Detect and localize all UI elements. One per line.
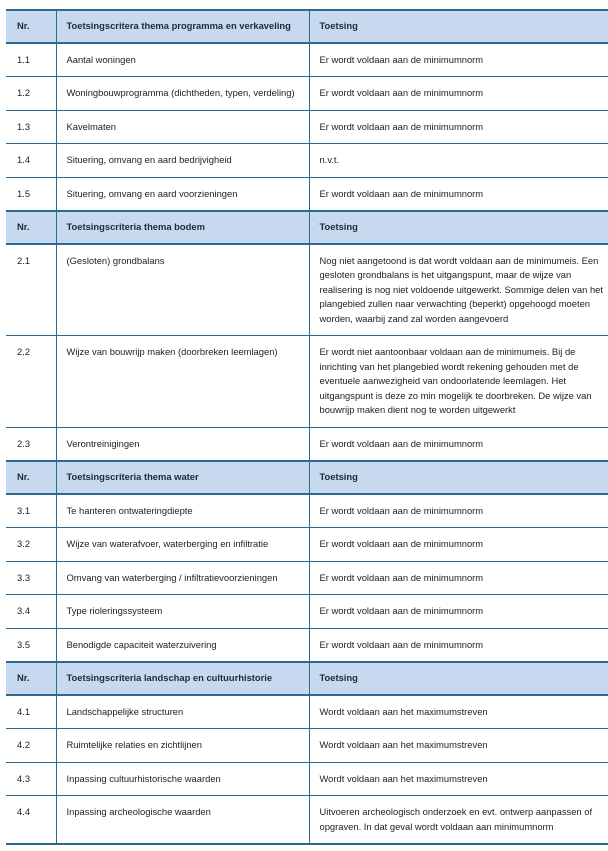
section-bodem (6, 211, 608, 461)
row-nr: 4.3 (6, 762, 56, 796)
header-nr: Nr. (6, 461, 56, 494)
header-evaluation: Toetsing (309, 10, 608, 43)
row-nr: 1.3 (6, 110, 56, 144)
row-criteria: Situering, omvang en aard bedrijvigheid (56, 144, 309, 178)
row-criteria: (Gesloten) grondbalans (56, 244, 309, 336)
table-header-row (6, 10, 608, 43)
row-criteria: Benodigde capaciteit waterzuivering (56, 628, 309, 662)
section-programma-verkaveling (6, 10, 608, 211)
row-criteria: Wijze van waterafvoer, waterberging en infiltratie (56, 528, 309, 562)
header-evaluation: Toetsing (309, 461, 608, 494)
table-row (6, 110, 608, 144)
row-evaluation: Er wordt voldaan aan de minimumnorm (309, 77, 608, 111)
table-row (6, 336, 608, 428)
table-row (6, 561, 608, 595)
row-evaluation: Er wordt voldaan aan de minimumnorm (309, 43, 608, 77)
row-criteria: Situering, omvang en aard voorzieningen (56, 177, 309, 211)
row-nr: 2.3 (6, 427, 56, 461)
table-header-row (6, 211, 608, 244)
table-row (6, 427, 608, 461)
table-row (6, 595, 608, 629)
row-nr: 3.4 (6, 595, 56, 629)
row-nr: 2.2 (6, 336, 56, 428)
row-nr: 1.5 (6, 177, 56, 211)
table-row (6, 77, 608, 111)
row-criteria: Omvang van waterberging / infiltratievoorzieningen (56, 561, 309, 595)
row-evaluation: Er wordt voldaan aan de minimumnorm (309, 628, 608, 662)
table-row (6, 796, 608, 845)
row-nr: 4.1 (6, 695, 56, 729)
row-nr: 4.2 (6, 729, 56, 763)
row-criteria: Te hanteren ontwateringdiepte (56, 494, 309, 528)
row-evaluation: Uitvoeren archeologisch onderzoek en evt. ontwerp aanpassen of opgraven. In dat geval wordt voldaan aan minimumnorm (309, 796, 608, 845)
table-row (6, 494, 608, 528)
row-criteria: Kavelmaten (56, 110, 309, 144)
table-row (6, 144, 608, 178)
table-header-row (6, 461, 608, 494)
row-criteria: Inpassing archeologische waarden (56, 796, 309, 845)
table-row (6, 695, 608, 729)
row-evaluation: Er wordt voldaan aan de minimumnorm (309, 494, 608, 528)
row-evaluation: Wordt voldaan aan het maximumstreven (309, 695, 608, 729)
row-evaluation: Er wordt voldaan aan de minimumnorm (309, 528, 608, 562)
row-evaluation: Er wordt voldaan aan de minimumnorm (309, 595, 608, 629)
row-evaluation: n.v.t. (309, 144, 608, 178)
section-landschap-cultuurhistorie (6, 662, 608, 844)
row-criteria: Inpassing cultuurhistorische waarden (56, 762, 309, 796)
row-criteria: Type rioleringssysteem (56, 595, 309, 629)
table-row (6, 177, 608, 211)
row-evaluation: Er wordt voldaan aan de minimumnorm (309, 561, 608, 595)
row-nr: 3.5 (6, 628, 56, 662)
header-evaluation: Toetsing (309, 662, 608, 695)
row-evaluation: Nog niet aangetoond is dat wordt voldaan aan de minimumeis. Een gesloten grondbalans is het uitgangspunt, maar de wijze van realisering is nog niet voldoende uitgewerkt. Sommige delen van het plangebied zullen naar verwachting (beperkt) opgehoogd moeten worden, waarbij zand zal worden aangevoerd (309, 244, 608, 336)
row-nr: 1.1 (6, 43, 56, 77)
table-row (6, 244, 608, 336)
row-nr: 2.1 (6, 244, 56, 336)
row-nr: 1.2 (6, 77, 56, 111)
row-evaluation: Wordt voldaan aan het maximumstreven (309, 729, 608, 763)
table-row (6, 628, 608, 662)
row-criteria: Woningbouwprogramma (dichtheden, typen, verdeling) (56, 77, 309, 111)
header-nr: Nr. (6, 211, 56, 244)
header-nr: Nr. (6, 662, 56, 695)
table-row (6, 729, 608, 763)
row-criteria: Aantal woningen (56, 43, 309, 77)
table-row (6, 528, 608, 562)
row-evaluation: Er wordt voldaan aan de minimumnorm (309, 427, 608, 461)
row-nr: 1.4 (6, 144, 56, 178)
row-criteria: Verontreinigingen (56, 427, 309, 461)
row-evaluation: Wordt voldaan aan het maximumstreven (309, 762, 608, 796)
row-evaluation: Er wordt voldaan aan de minimumnorm (309, 177, 608, 211)
table-row (6, 43, 608, 77)
table-header-row (6, 662, 608, 695)
table-row (6, 762, 608, 796)
row-criteria: Wijze van bouwrijp maken (doorbreken leemlagen) (56, 336, 309, 428)
row-nr: 3.3 (6, 561, 56, 595)
row-nr: 3.1 (6, 494, 56, 528)
row-criteria: Ruimtelijke relaties en zichtlijnen (56, 729, 309, 763)
row-criteria: Landschappelijke structuren (56, 695, 309, 729)
row-evaluation: Er wordt niet aantoonbaar voldaan aan de minimumeis. Bij de inrichting van het plangebied wordt rekening gehouden met de eventuele aanwezigheid van ondoorlatende leemlagen. Het uitgangspunt is deze zo min mogelijk te doorbreken. De wijze van bouwrijp maken dient nog te worden uitgewerkt (309, 336, 608, 428)
header-nr: Nr. (6, 10, 56, 43)
header-criteria: Toetsingscriteria landschap en cultuurhistorie (56, 662, 309, 695)
section-water (6, 461, 608, 662)
row-nr: 3.2 (6, 528, 56, 562)
assessment-table (6, 9, 608, 845)
header-evaluation: Toetsing (309, 211, 608, 244)
row-evaluation: Er wordt voldaan aan de minimumnorm (309, 110, 608, 144)
row-nr: 4.4 (6, 796, 56, 845)
header-criteria: Toetsingscritera thema programma en verkaveling (56, 10, 309, 43)
header-criteria: Toetsingscriteria thema water (56, 461, 309, 494)
header-criteria: Toetsingscriteria thema bodem (56, 211, 309, 244)
